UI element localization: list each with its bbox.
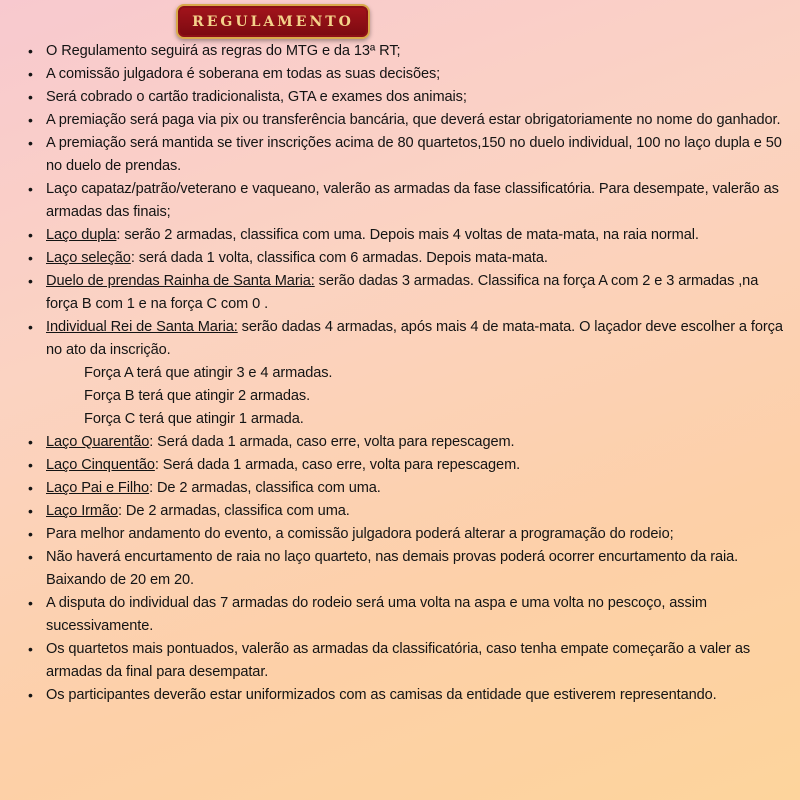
rule-item <box>20 500 790 523</box>
rule-label: Laço seleção <box>46 250 131 266</box>
rule-item <box>20 270 790 316</box>
sub-text: Força C terá que atingir 1 armada. <box>84 411 304 427</box>
rule-text: A premiação será mantida se tiver inscrições acima de 80 quartetos,150 no duelo individual, 100 no laço dupla e 50 no duelo de prendas. <box>46 135 782 174</box>
rule-text: : será dada 1 volta, classifica com 6 armadas. Depois mata-mata. <box>130 250 548 266</box>
rule-item <box>20 523 790 546</box>
sub-item <box>20 362 790 385</box>
rule-item <box>20 109 790 132</box>
rule-text: : Será dada 1 armada, caso erre, volta para repescagem. <box>154 457 521 473</box>
rule-label: Laço Pai e Filho <box>46 480 150 496</box>
sub-item <box>20 408 790 431</box>
rule-label: Laço dupla <box>46 227 117 243</box>
sub-item <box>20 385 790 408</box>
rule-item <box>20 224 790 247</box>
rule-item <box>20 684 790 707</box>
banner-title: REGULAMENTO <box>192 13 354 30</box>
rule-text: : De 2 armadas, classifica com uma. <box>149 480 381 496</box>
rule-text: Não haverá encurtamento de raia no laço quarteto, nas demais provas poderá ocorrer encurtamento da raia. Baixando de 20 em 20. <box>46 549 739 588</box>
rule-item <box>20 546 790 592</box>
rule-text: A disputa do individual das 7 armadas do rodeio será uma volta na aspa e uma volta no pescoço, assim sucessivamente. <box>46 595 707 634</box>
rule-item <box>20 63 790 86</box>
title-banner <box>176 4 370 39</box>
rule-item <box>20 247 790 270</box>
rule-text: Os participantes deverão estar uniformizados com as camisas da entidade que estiverem representando. <box>46 687 717 703</box>
rule-text: A premiação será paga via pix ou transferência bancária, que deverá estar obrigatoriamente no nome do ganhador. <box>46 112 781 128</box>
rule-text: Será cobrado o cartão tradicionalista, GTA e exames dos animais; <box>46 89 467 105</box>
rule-label: Laço Irmão <box>46 503 119 519</box>
rule-label: Laço Cinquentão <box>46 457 155 473</box>
rule-text: : serão 2 armadas, classifica com uma. Depois mais 4 voltas de mata-mata, na raia normal. <box>116 227 699 243</box>
rule-text: serão dadas 3 armadas. Classifica na força A com 2 e 3 armadas ,na força B com 1 e na força C com 0 . <box>46 273 759 312</box>
rule-text: Laço capataz/patrão/veterano e vaqueano, valerão as armadas da fase classificatória. Para desempate, valerão as armadas das finais; <box>46 181 779 220</box>
rules-list <box>20 40 790 707</box>
rule-text: A comissão julgadora é soberana em todas as suas decisões; <box>46 66 441 82</box>
rule-item <box>20 316 790 362</box>
rule-item <box>20 454 790 477</box>
sub-text: Força B terá que atingir 2 armadas. <box>84 388 311 404</box>
rule-text: : Será dada 1 armada, caso erre, volta para repescagem. <box>149 434 515 450</box>
rule-label: Laço Quarentão <box>46 434 150 450</box>
rule-text: : De 2 armadas, classifica com uma. <box>118 503 350 519</box>
rule-text: Para melhor andamento do evento, a comissão julgadora poderá alterar a programação do rodeio; <box>46 526 674 542</box>
rule-item <box>20 132 790 178</box>
rule-item <box>20 431 790 454</box>
sub-text: Força A terá que atingir 3 e 4 armadas. <box>84 365 333 381</box>
rule-item <box>20 477 790 500</box>
rule-text: Os quartetos mais pontuados, valerão as armadas da classificatória, caso tenha empate começarão a valer as armadas da final para desempatar. <box>46 641 751 680</box>
rule-item <box>20 592 790 638</box>
rule-item <box>20 638 790 684</box>
rule-item <box>20 40 790 63</box>
rule-item <box>20 178 790 224</box>
rule-text: O Regulamento seguirá as regras do MTG e da 13ª RT; <box>46 43 401 59</box>
rule-label: Duelo de prendas Rainha de Santa Maria: <box>46 273 315 289</box>
rule-text: serão dadas 4 armadas, após mais 4 de mata-mata. O laçador deve escolher a força no ato da inscrição. <box>46 319 783 358</box>
rule-item <box>20 86 790 109</box>
rule-label: Individual Rei de Santa Maria: <box>46 319 238 335</box>
